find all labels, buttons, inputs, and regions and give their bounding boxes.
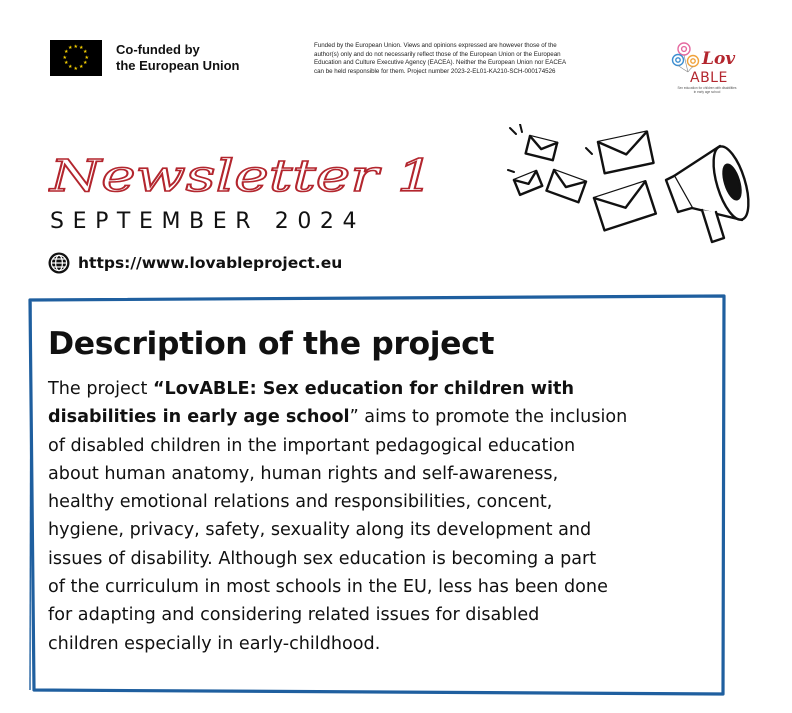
eu-star-icon: ★ [63,60,69,66]
description-line [48,573,728,601]
description-line [48,375,728,403]
disclaimer-line: can be held responsible for them. Project number 2023-2-EL01-KA210-SCH-000174526 [314,67,556,75]
eu-star-icon: ★ [79,64,84,71]
description-line [48,488,728,516]
disclaimer-line: author(s) only and do not necessarily reflect those of the European Union or the European [314,50,561,58]
description-line [48,630,728,658]
eu-star-icon: ★ [84,54,89,61]
description-text: ” aims to promote the inclusion [349,407,628,428]
website-url[interactable]: https://www.lovableproject.eu [78,254,343,272]
description-body [48,375,728,658]
description-heading: Description of the project [48,326,495,362]
eu-star-icon: ★ [63,49,69,55]
disclaimer-line: Education and Culture Executive Agency (EACEA). Neither the European Union nor EACEA [314,59,567,67]
eu-cofunded-block [50,40,240,76]
eu-star-icon: ★ [83,60,88,66]
globe-icon [48,252,70,274]
description-bold-text: disabilities in early age school [48,407,350,428]
description-text: issues of disability. Although sex education is becoming a part [48,548,597,569]
newsletter-month: SEPTEMBER 2024 [50,209,366,234]
eu-star-icon: ★ [79,44,84,51]
eu-star-icon: ★ [68,44,73,51]
eu-line-2: the European Union [116,58,240,73]
description-text: The project [48,379,153,399]
description-text: hygiene, privacy, safety, sexuality along its development and [48,520,592,541]
eu-line-1: Co-funded by [116,42,200,57]
description-bold-text: “LovABLE: Sex education for children with [152,379,574,399]
description-line [48,432,728,460]
description-text: children especially in early-childhood. [48,633,381,654]
description-line [48,545,728,573]
eu-cofunded-text [116,42,240,74]
newsletter-title-text: Newsletter 1 [48,151,434,202]
newsletter-title [48,143,438,205]
description-line [48,460,728,488]
logo-prefix-text: Lov [702,49,736,69]
funding-disclaimer [314,42,634,76]
description-line [48,403,728,431]
description-line [48,601,728,629]
eu-star-icon: ★ [73,65,78,72]
website-link-row[interactable] [48,252,342,274]
eu-star-icon: ★ [68,64,73,71]
description-text: of the curriculum in most schools in the EU, less has been done [48,577,608,598]
eu-flag-icon [50,40,102,76]
disclaimer-line: Funded by the European Union. Views and opinions expressed are however those of the [314,42,557,49]
eu-star-icon: ★ [73,43,78,50]
description-line [48,516,728,544]
envelopes-megaphone-icon [506,124,768,260]
description-text: healthy emotional relations and responsibilities, concent, [48,492,553,513]
description-text: about human anatomy, human rights and self-awareness, [48,463,559,484]
description-text: for adapting and considering related issues for disabled [48,605,540,626]
description-text: of disabled children in the important pedagogical education [48,435,576,456]
eu-star-icon: ★ [62,54,67,61]
logo-tagline: Sex education for children with disabilities in early age school [677,86,737,94]
eu-star-icon: ★ [83,49,88,55]
logo-suffix-text: ABLE [690,70,728,86]
